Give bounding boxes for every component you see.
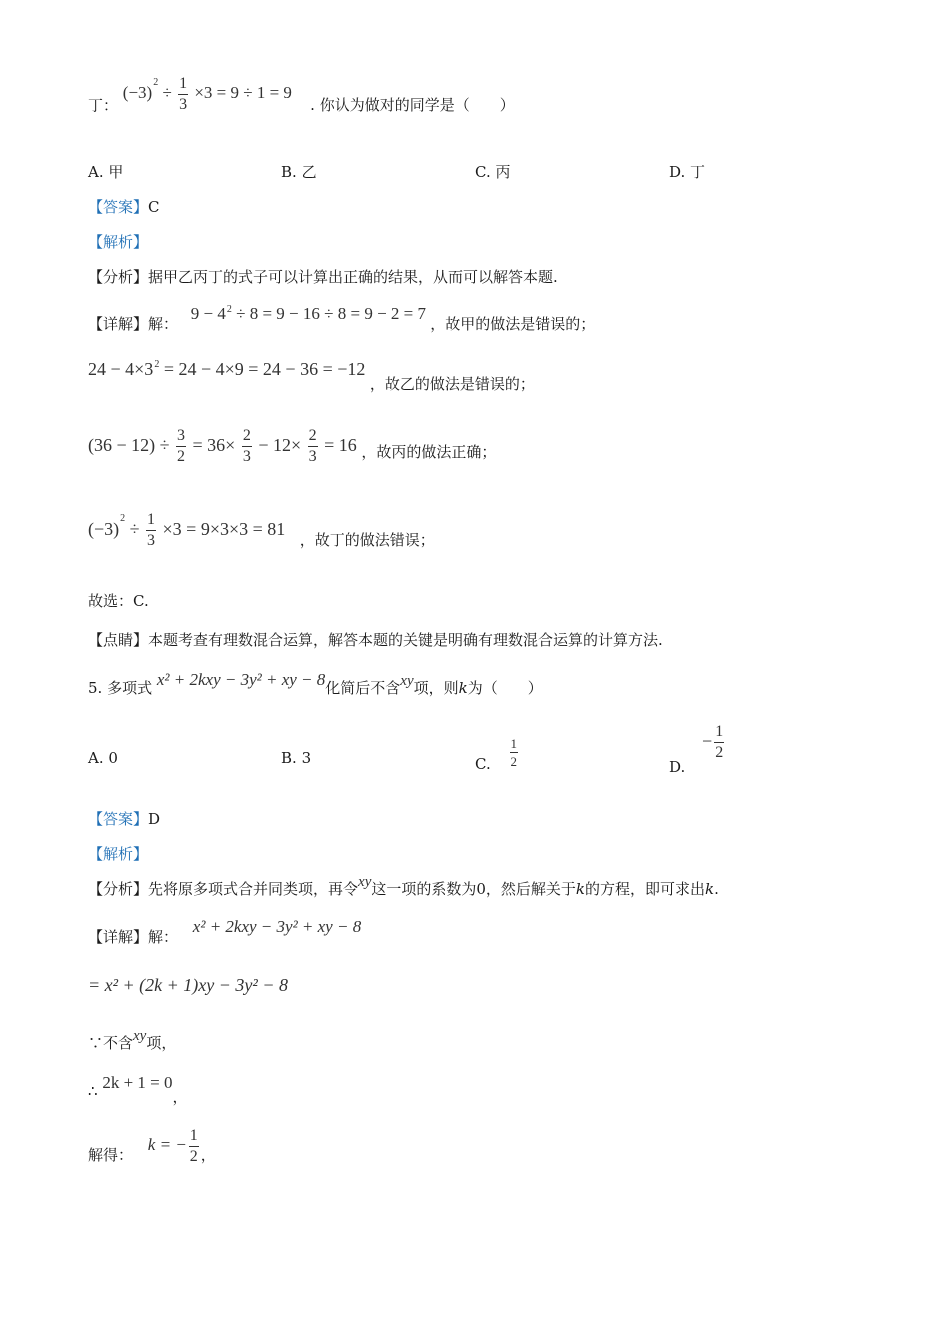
yi-expression: $24 - 4\times 3^2 = 24 - 4\times 9 = 24 - 36 = -12$ <box>88 359 366 379</box>
q5-stem: 5. 多项式 x² + 2kxy − 3y² + xy − 8化简后不含xy项，则k为（ ） <box>88 670 543 697</box>
q5-polynomial: x² + 2kxy − 3y² + xy − 8 <box>156 670 326 689</box>
ding2-expression: $(-3)^2$ ÷ $\frac{1}{3}$ ×3 = 9×3×3 = 81 <box>88 511 286 549</box>
q5-number: 5. 多项式 <box>88 679 153 697</box>
jia-comment: ，故甲的做法是错误的； <box>430 315 596 333</box>
answer-label: 【答案】 <box>88 198 149 216</box>
ding-expr-b: ÷ <box>162 83 172 103</box>
answer-value: C <box>148 198 160 216</box>
ding-fraction: $\frac{1}{3}$ <box>179 75 188 113</box>
q5-option-a: A. 0 <box>88 749 118 767</box>
q4-detail-jia <box>88 304 596 335</box>
ding-line <box>88 75 515 125</box>
option-d: D. 丁 <box>669 163 706 181</box>
ding2-comment: ，故丁的做法错误； <box>299 530 435 549</box>
q5-therefore: ∴ 2k + 1 = 0， <box>88 1073 188 1106</box>
q4-detail-bing <box>88 428 496 465</box>
detail-label: 【详解】解： <box>88 315 179 333</box>
bing-comment: ，故丙的做法正确； <box>361 442 497 461</box>
q5-option-b: B. 3 <box>281 749 312 767</box>
q5-option-c: C. $\frac{1}{2}$ <box>475 736 517 773</box>
ding-expr-a: (−3) <box>122 83 153 103</box>
q5-fenxi: 【分析】先将原多项式合并同类项，再令xy这一项的系数为0，然后解关于k的方程，即可求出k. <box>88 874 719 898</box>
option-c: C. 丙 <box>475 163 511 181</box>
q4-dianjing: 【点睛】本题考查有理数混合运算，解答本题的关键是明确有理数混合运算的计算方法. <box>88 631 663 649</box>
q4-detail-ding <box>88 512 435 549</box>
ding-expression: $(-3)^2$ ÷ $\frac{1}{3}$ ×3 = 9 ÷ 1 = 9 <box>122 75 292 113</box>
jia-expression: $9 - 4^2 \div 8 = 9 - 16 \div 8 = 9 - 2 = 7$ <box>190 304 426 323</box>
q5-option-d: D. − $\frac{1}{2}$ <box>669 723 724 776</box>
q5-detail: 【详解】解： x² + 2kxy − 3y² + xy − 8 <box>88 917 362 946</box>
q5-step2: = x² + (2k + 1)xy − 3y² − 8 <box>88 975 288 995</box>
q4-choose: 故选：C. <box>88 592 149 610</box>
q5-answer: 【答案】D <box>88 810 161 828</box>
yi-comment: ，故乙的做法是错误的； <box>369 375 535 393</box>
q5-solve: 解得： k = − $\frac{1}{2}$ ， <box>88 1127 216 1165</box>
q5-analysis-label: 【解析】 <box>88 845 149 863</box>
question-tail: . 你认为做对的同学是（ ） <box>310 96 515 115</box>
ding-expr-c: ×3 = 9 ÷ 1 = 9 <box>194 83 292 103</box>
q4-detail-yi <box>88 359 535 393</box>
bing-expression: (36 − 12) ÷ $\frac{3}{2}$ = 36× $\frac{2}{3}$ − 12× $\frac{2}{3}$ = 16 <box>88 427 357 465</box>
option-b: B. 乙 <box>281 163 317 181</box>
option-a: A. 甲 <box>88 163 124 181</box>
q4-analysis-label: 【解析】 <box>88 233 149 251</box>
q4-answer <box>88 196 160 218</box>
q4-fenxi: 【分析】据甲乙丙丁的式子可以计算出正确的结果，从而可以解答本题. <box>88 268 558 286</box>
ding-label: 丁： <box>88 96 119 115</box>
q5-because: ∵不含xy项， <box>88 1028 177 1052</box>
